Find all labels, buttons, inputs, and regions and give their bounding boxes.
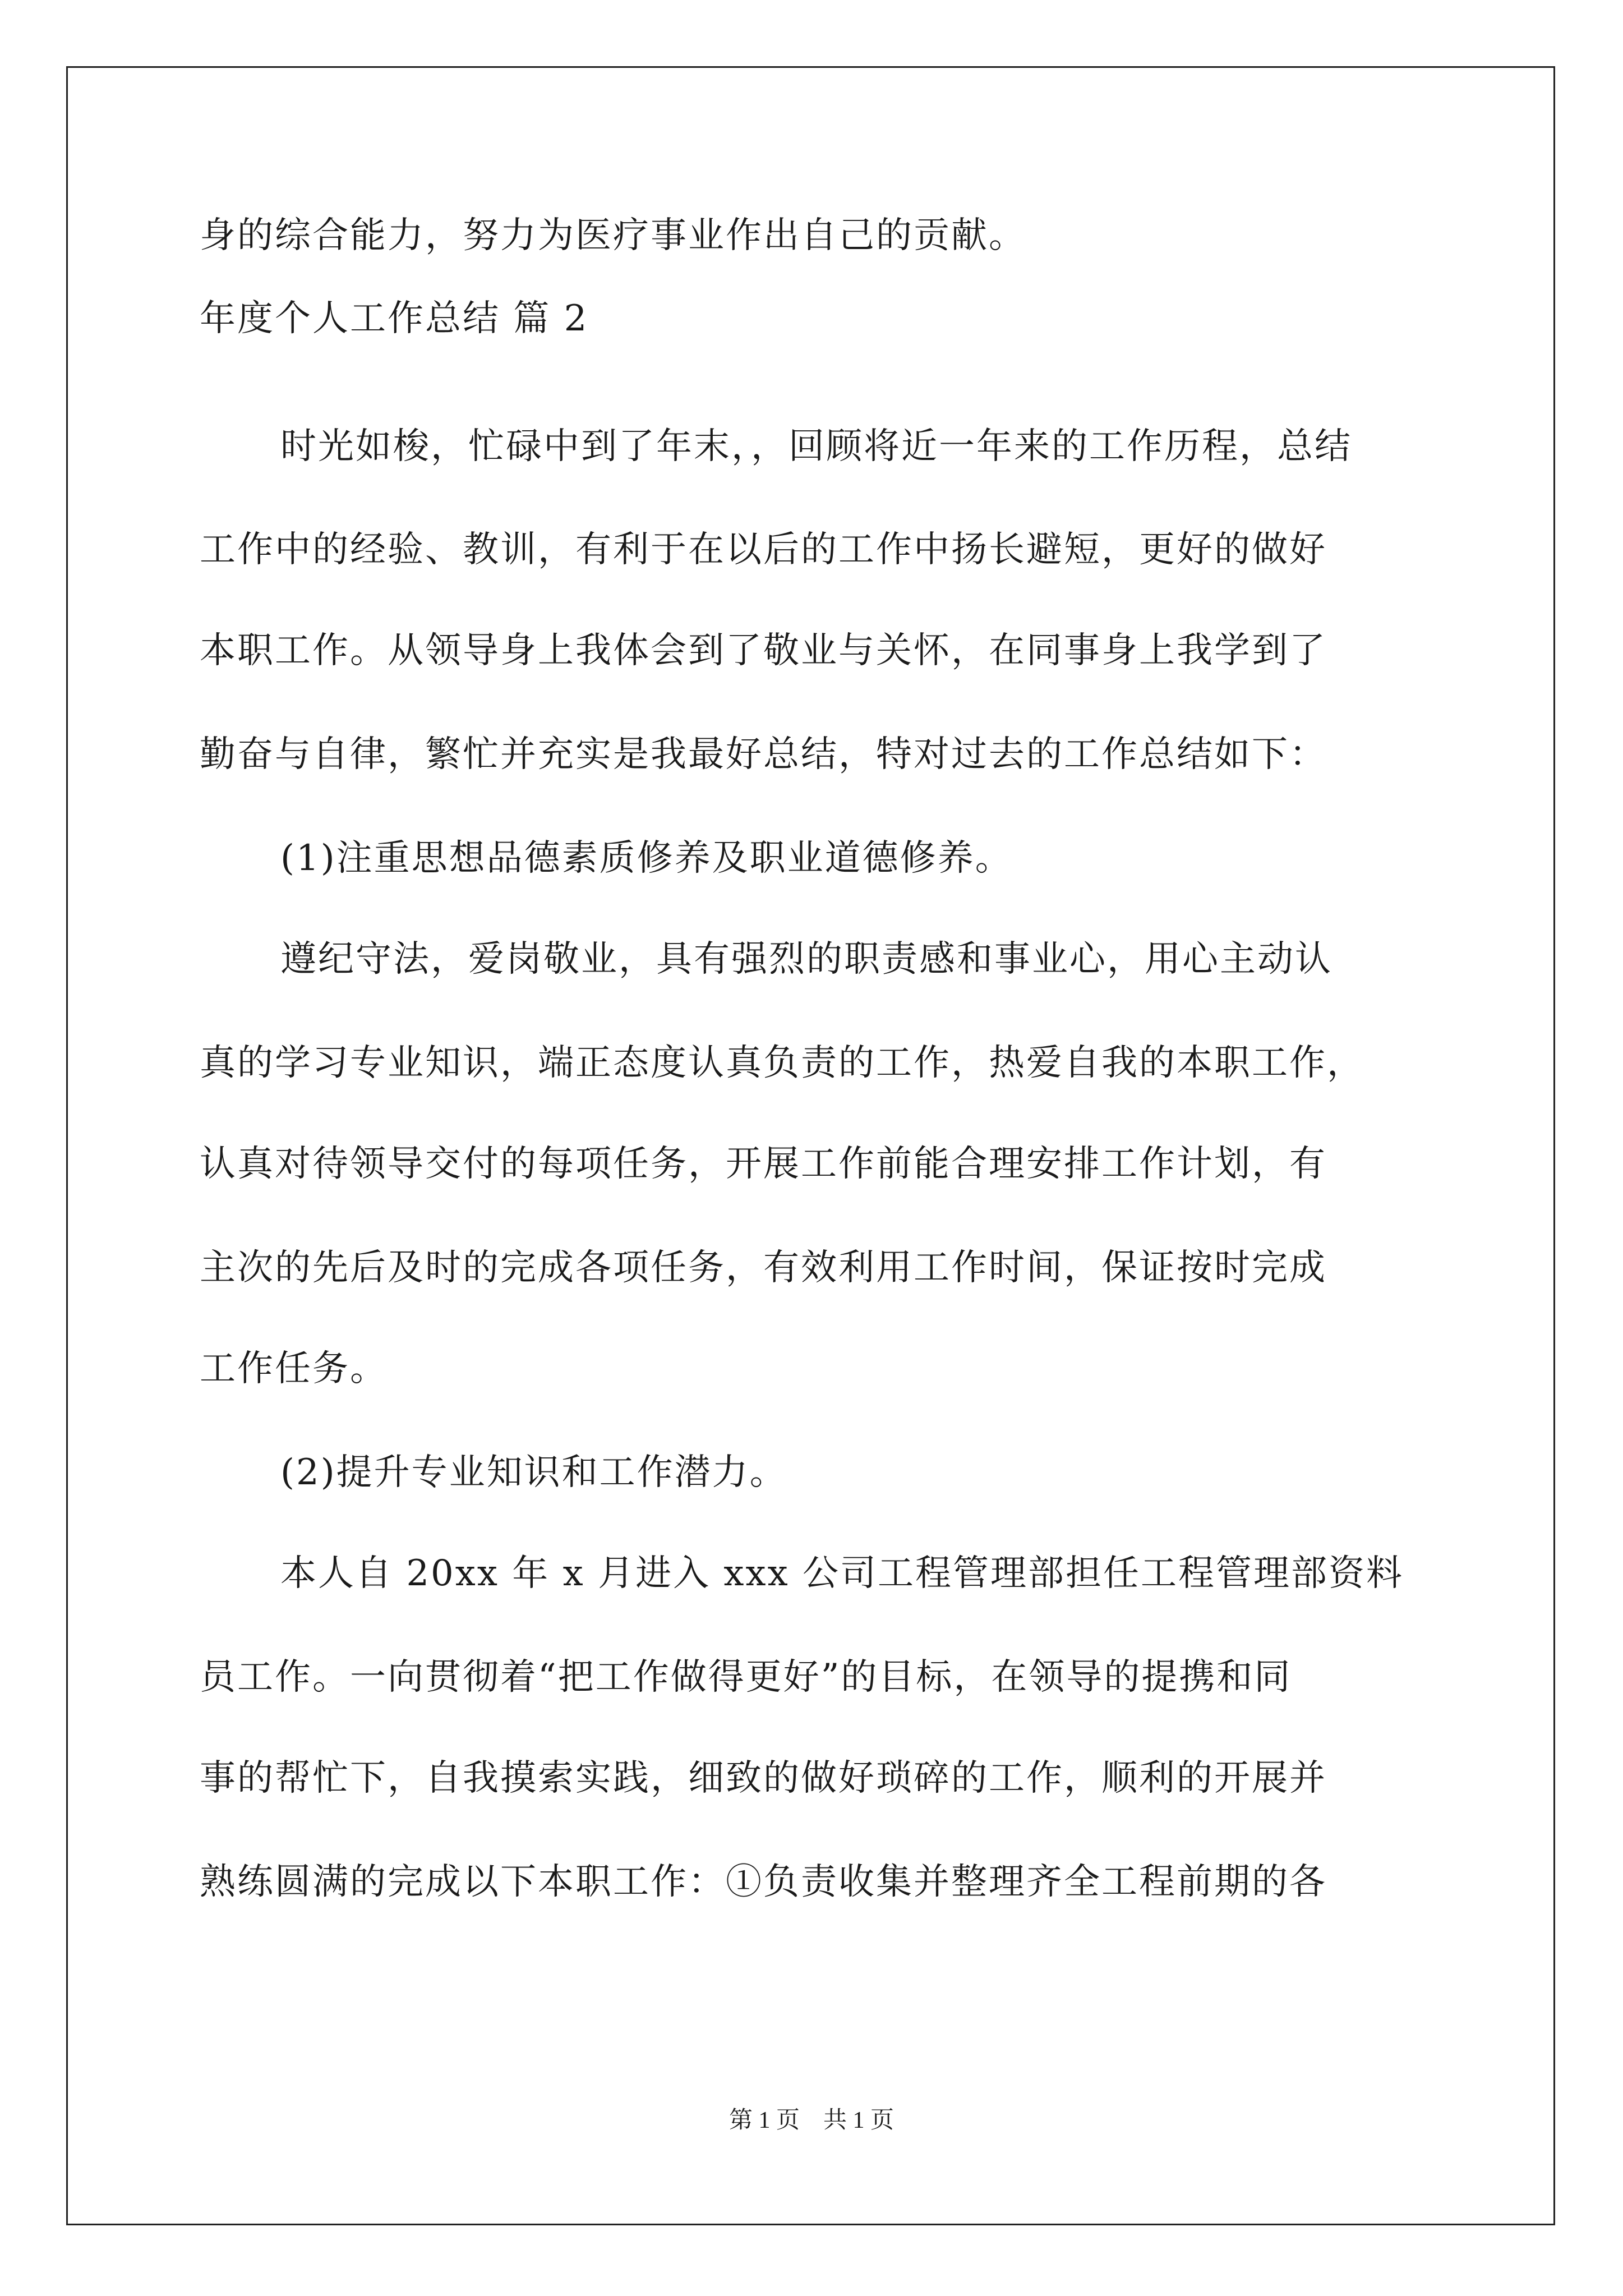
paragraph-line: 主次的先后及时的完成各项任务，有效利用工作时间，保证按时完成	[200, 1247, 1327, 1289]
paragraph-line: 员工作。一向贯彻着“把工作做得更好”的目标，在领导的提携和同	[200, 1657, 1292, 1698]
section-heading: 年度个人工作总结 篇 2	[200, 298, 589, 339]
page-footer: 第 1 页 共 1 页	[728, 2108, 894, 2133]
list-heading-2: (2)提升专业知识和工作潜力。	[280, 1452, 787, 1493]
paragraph-line: 工作任务。	[200, 1348, 388, 1389]
paragraph-line: 认真对待领导交付的每项任务，开展工作前能合理安排工作计划，有	[200, 1143, 1327, 1185]
paragraph-line: 工作中的经验、教训，有利于在以后的工作中扬长避短，更好的做好	[200, 529, 1327, 570]
list-heading-1: (1)注重思想品德素质修养及职业道德修养。	[280, 838, 1013, 879]
paragraph-line: 本职工作。从领导身上我体会到了敬业与关怀，在同事身上我学到了	[200, 630, 1327, 671]
paragraph-line: 遵纪守法，爱岗敬业，具有强烈的职责感和事业心，用心主动认	[280, 938, 1332, 980]
paragraph-line: 真的学习专业知识，端正态度认真负责的工作，热爱自我的本职工作，	[200, 1042, 1364, 1084]
paragraph-line: 熟练圆满的完成以下本职工作：①负责收集并整理齐全工程前期的各	[200, 1861, 1327, 1903]
text-line-continuation: 身的综合能力，努力为医疗事业作出自己的贡献。	[200, 215, 1026, 256]
paragraph-line: 勤奋与自律，繁忙并充实是我最好总结，特对过去的工作总结如下：	[200, 734, 1327, 775]
paragraph-line: 事的帮忙下，自我摸索实践，细致的做好琐碎的工作，顺利的开展并	[200, 1757, 1327, 1799]
paragraph-line: 本人自 20xx 年 x 月进入 xxx 公司工程管理部担任工程管理部资料	[280, 1553, 1404, 1594]
paragraph-line: 时光如梭，忙碌中到了年末，，回顾将近一年来的工作历程，总结	[280, 426, 1352, 467]
